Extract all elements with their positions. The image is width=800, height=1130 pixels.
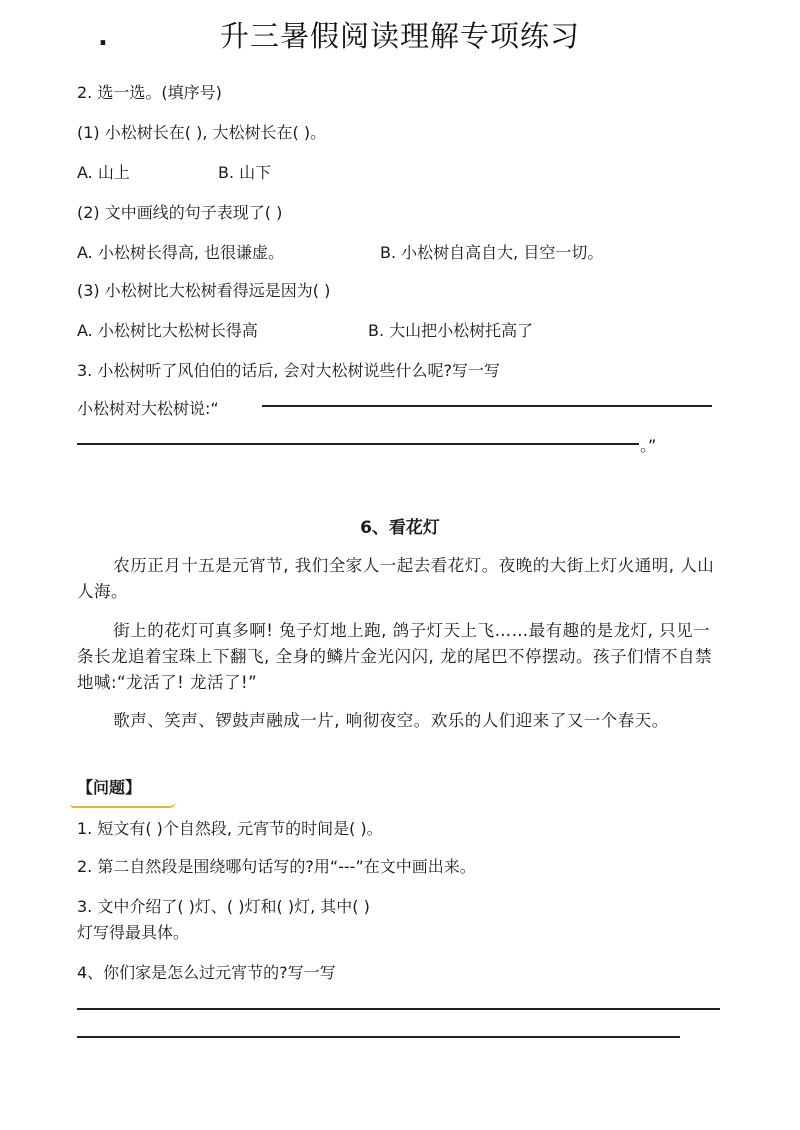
question-2-3: (3) 小松树比大松树看得远是因为( )	[77, 281, 331, 300]
question-3-end-quote: 。”	[640, 436, 657, 455]
question-2-title: 2. 选一选。(填序号)	[77, 83, 222, 102]
question-2-2-option-a: A. 小松树长得高, 也很谦虚。	[77, 243, 285, 262]
question-3: 3. 小松树听了风伯伯的话后, 会对大松树说些什么呢?写一写	[77, 361, 501, 380]
questions-header-highlight	[70, 801, 176, 808]
answer-line-2[interactable]	[77, 443, 639, 445]
answer-line-1[interactable]	[262, 405, 712, 407]
story-paragraph-2: 街上的花灯可真多啊! 兔子灯地上跑, 鸽子灯天上飞……最有趣的是龙灯, 只见一条长龙追着宝珠上下翻飞, 全身的鳞片金光闪闪, 龙的尾巴不停摆动。孩子们情不自禁地喊:“龙活了! 龙活了!”	[77, 621, 712, 692]
question-3-line-2: 灯写得最具体。	[77, 923, 190, 942]
question-3-line-1: 3. 文中介绍了( )灯、( )灯和( )灯, 其中( )	[77, 897, 370, 916]
question-2-3-option-b: B. 大山把小松树托高了	[368, 321, 534, 340]
question-1: 1. 短文有( )个自然段, 元宵节的时间是( )。	[77, 819, 383, 838]
answer-line-3[interactable]	[77, 1008, 720, 1010]
story-paragraph-3: 歌声、笑声、锣鼓声融成一片, 响彻夜空。欢乐的人们迎来了又一个春天。	[113, 711, 669, 730]
answer-line-4[interactable]	[77, 1036, 680, 1038]
question-2-1-option-b: B. 山下	[218, 163, 272, 182]
question-2-2: (2) 文中画线的句子表现了( )	[77, 203, 283, 222]
header-dot: .	[98, 22, 108, 52]
question-2-3-option-a: A. 小松树比大松树长得高	[77, 321, 258, 340]
question-4: 4、你们家是怎么过元宵节的?写一写	[77, 963, 336, 982]
question-2-1-option-a: A. 山上	[77, 163, 130, 182]
page-title: 升三暑假阅读理解专项练习	[219, 19, 580, 53]
questions-header: 【问题】	[77, 778, 142, 797]
question-2-1: (1) 小松树长在( ), 大松树长在( )。	[77, 123, 327, 142]
question-2-2-option-b: B. 小松树自高自大, 目空一切。	[380, 243, 604, 262]
story-heading: 6、看花灯	[360, 518, 440, 538]
question-3-prompt: 小松树对大松树说:“	[77, 399, 219, 418]
story-paragraph-1: 农历正月十五是元宵节, 我们全家人一起去看花灯。夜晚的大街上灯火通明, 人山人海。	[77, 556, 715, 601]
question-2: 2. 第二自然段是围绕哪句话写的?用“---”在文中画出来。	[77, 857, 476, 876]
